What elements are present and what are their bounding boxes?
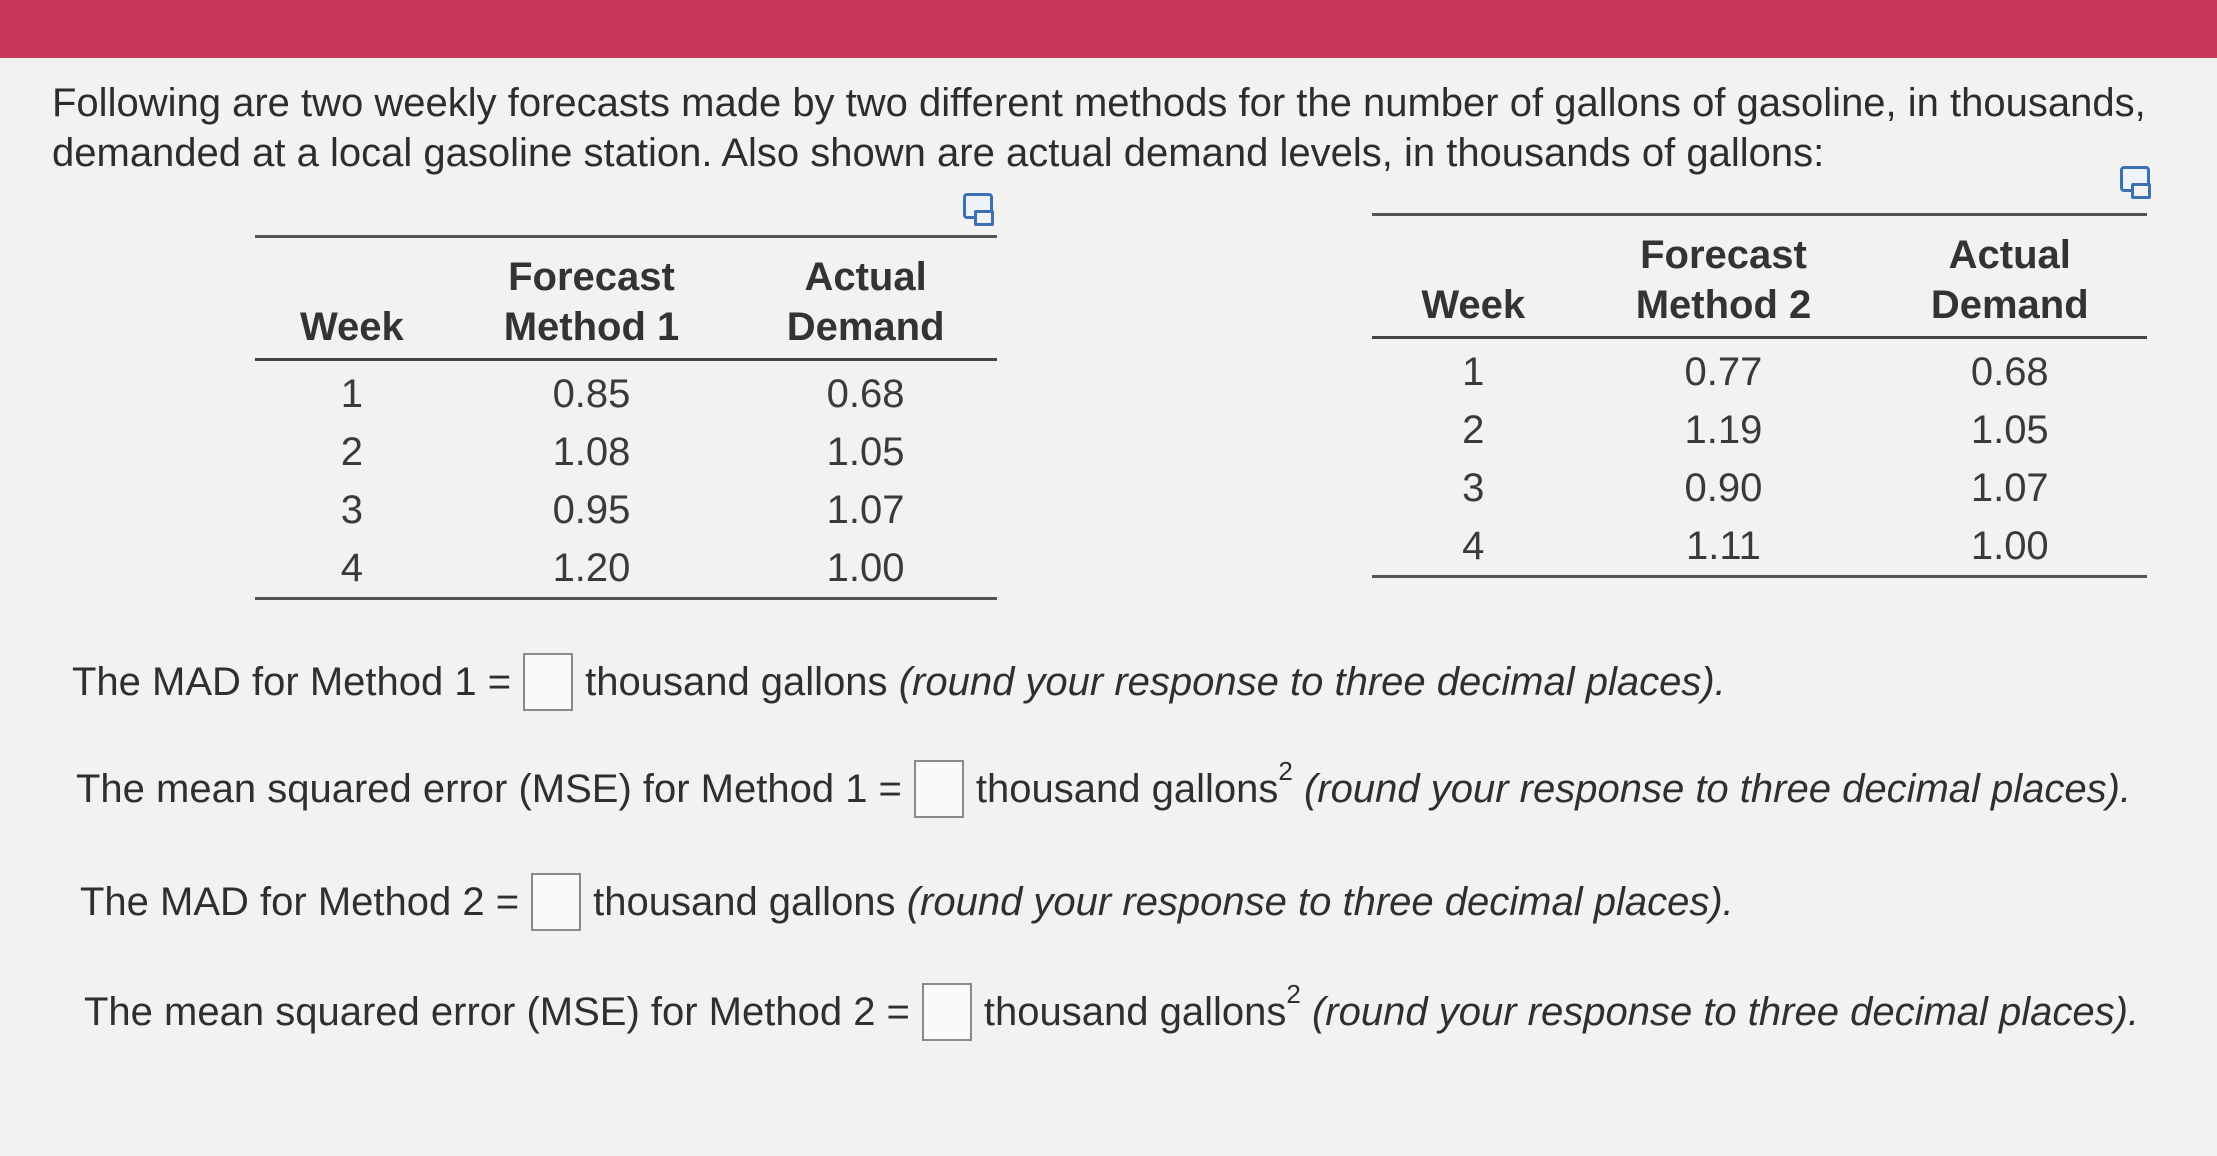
actual-cell: 1.05 <box>1970 408 2049 452</box>
question-unit: thousand gallons <box>975 766 1279 811</box>
header-actual: Actual Demand <box>1930 233 2089 327</box>
question-prefix: The mean squared error (MSE) for Method 2 = <box>84 989 910 1034</box>
week-cell: 2 <box>1462 408 1485 452</box>
forecast-cell: 1.08 <box>552 430 631 474</box>
table-row <box>1372 401 2147 459</box>
mad-method-2-input[interactable] <box>531 873 581 931</box>
question-prefix: The mean squared error (MSE) for Method 1 = <box>76 766 902 811</box>
question-prefix: The MAD for Method 1 = <box>72 659 512 704</box>
rounding-note: (round your response to three decimal places). <box>1303 766 2132 811</box>
forecast-cell: 0.90 <box>1684 466 1763 510</box>
actual-cell: 1.00 <box>826 546 905 590</box>
header-actual: Actual Demand <box>786 255 945 349</box>
actual-cell: 0.68 <box>826 372 905 416</box>
table-row <box>255 360 997 424</box>
mse-method-1-input[interactable] <box>914 760 964 818</box>
question-unit: thousand gallons <box>593 879 896 924</box>
forecast-cell: 1.19 <box>1684 408 1763 452</box>
unit-exponent: 2 <box>1286 978 1301 1009</box>
forecast-table-method-1 <box>255 235 997 600</box>
question-unit: thousand gallons <box>585 659 888 704</box>
header-week: Week <box>1421 283 1526 327</box>
copy-icon[interactable] <box>2120 166 2150 192</box>
question-mad-method-1 <box>72 653 1726 711</box>
week-cell: 2 <box>340 430 364 474</box>
question-unit: thousand gallons <box>983 989 1287 1034</box>
actual-cell: 1.05 <box>826 430 905 474</box>
question-mse-method-1 <box>76 755 2132 818</box>
mad-method-1-input[interactable] <box>523 653 573 711</box>
header-forecast: Forecast Method 1 <box>503 255 680 349</box>
actual-cell: 0.68 <box>1970 350 2049 394</box>
actual-cell: 1.07 <box>826 488 905 532</box>
week-cell: 4 <box>340 546 364 590</box>
week-cell: 1 <box>1462 350 1485 394</box>
week-cell: 3 <box>340 488 364 532</box>
top-banner <box>0 0 2217 58</box>
unit-exponent: 2 <box>1278 755 1293 786</box>
week-cell: 1 <box>340 372 364 416</box>
question-mse-method-2 <box>84 978 2140 1041</box>
forecast-table-method-2 <box>1372 213 2147 578</box>
table-row <box>1372 517 2147 577</box>
table-row <box>255 423 997 481</box>
week-cell: 3 <box>1462 466 1485 510</box>
mse-method-2-input[interactable] <box>922 983 972 1041</box>
rounding-note: (round your response to three decimal places). <box>906 879 1734 924</box>
rounding-note: (round your response to three decimal places). <box>1311 989 2140 1034</box>
table-row <box>1372 459 2147 517</box>
forecast-cell: 0.95 <box>552 488 631 532</box>
rounding-note: (round your response to three decimal places). <box>898 659 1726 704</box>
forecast-cell: 0.77 <box>1684 350 1763 394</box>
problem-statement: Following are two weekly forecasts made by two different methods for the number of gallons of gasoline, in thousands, demanded at a local gasoline station. Also shown are actual demand levels, in thousands of gallons: <box>52 81 2146 175</box>
header-forecast: Forecast Method 2 <box>1635 233 1812 327</box>
forecast-cell: 0.85 <box>552 372 631 416</box>
question-mad-method-2 <box>80 873 1734 931</box>
table-row <box>255 481 997 539</box>
header-week: Week <box>300 305 404 349</box>
question-prefix: The MAD for Method 2 = <box>80 879 520 924</box>
table-row <box>255 539 997 599</box>
forecast-cell: 1.20 <box>552 546 631 590</box>
week-cell: 4 <box>1462 524 1485 568</box>
actual-cell: 1.07 <box>1970 466 2049 510</box>
copy-icon[interactable] <box>963 193 993 219</box>
forecast-cell: 1.11 <box>1686 524 1761 568</box>
actual-cell: 1.00 <box>1970 524 2049 568</box>
table-row <box>1372 338 2147 402</box>
